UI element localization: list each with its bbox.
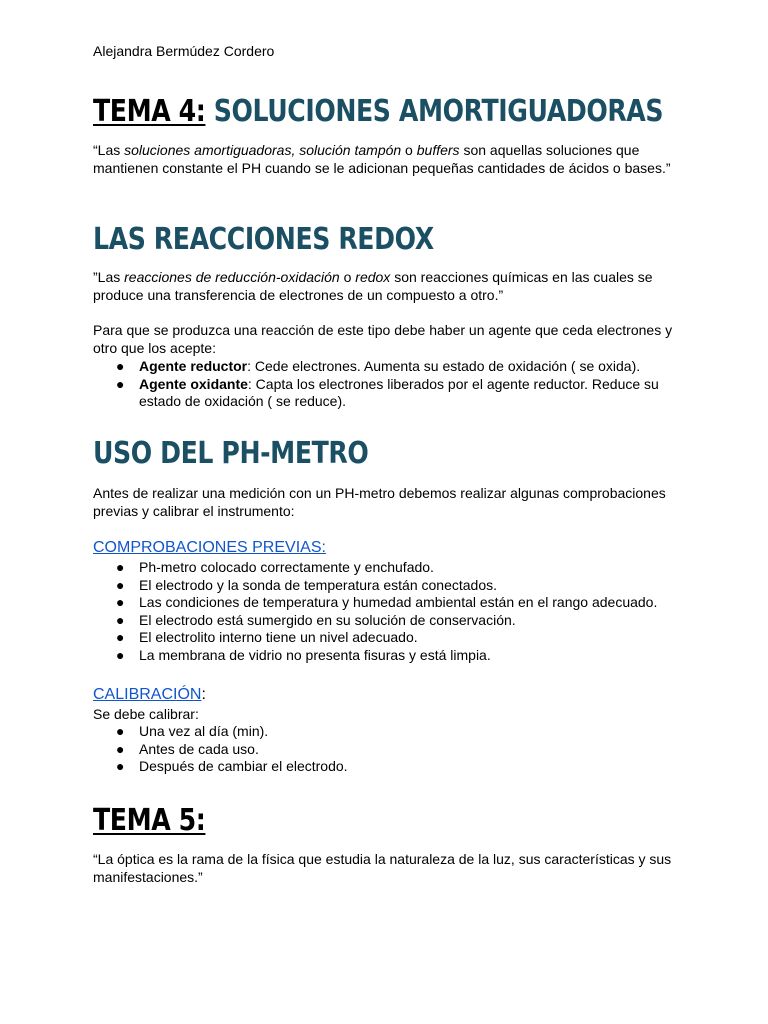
list-item <box>93 358 678 376</box>
bullet-icon: ● <box>116 758 125 774</box>
redox-intro: Para que se produzca una reacción de este tipo debe haber un agente que ceda electrones y otro que los acepte: <box>93 322 673 356</box>
list-item-text: El electrodo está sumergido en su solución de conservación. <box>139 611 516 628</box>
bullet-icon: ● <box>116 375 125 392</box>
tema4-title: SOLUCIONES AMORTIGUADORAS <box>213 94 664 129</box>
text-run: o <box>401 142 417 158</box>
checks-list <box>93 559 678 664</box>
list-item <box>93 723 678 741</box>
tema5-definition: “La óptica es la rama de la física que estudia la naturaleza de la luz, sus características y sus manifestaciones.” <box>93 851 672 885</box>
calib-list <box>93 723 678 776</box>
bullet-icon: ● <box>116 723 125 739</box>
calib-title: CALIBRACIÓN <box>93 686 202 703</box>
text-run: son reacciones químicas en las cuales se produce una transferencia de electrones de un compuesto a otro.” <box>93 269 653 303</box>
bullet-icon: ● <box>116 559 125 575</box>
tema4-definition <box>93 142 678 177</box>
agent-description: : Capta los electrones liberados por el agente reductor. Reduce su estado de oxidación ( se reduce). <box>139 375 659 409</box>
list-item <box>93 577 678 595</box>
list-item-text: Ph-metro colocado correctamente y enchufado. <box>139 559 434 575</box>
agent-term: Agente oxidante <box>139 375 248 392</box>
list-item <box>93 376 678 411</box>
phmetro-intro: Antes de realizar una medición con un PH-metro debemos realizar algunas comprobaciones previas y calibrar el instrumento: <box>93 485 666 519</box>
checks-subheading <box>93 538 326 557</box>
checks-title: COMPROBACIONES PREVIAS: <box>93 539 326 556</box>
italic-term: redox <box>355 269 391 285</box>
list-item-text: Antes de cada uso. <box>139 740 259 757</box>
tema4-label: TEMA 4: <box>93 94 206 129</box>
list-item-text: La membrana de vidrio no presenta fisuras y está limpia. <box>139 646 491 663</box>
phmetro-heading: USO DEL PH-METRO <box>93 436 369 471</box>
redox-heading: LAS REACCIONES REDOX <box>93 222 434 257</box>
bullet-icon: ● <box>116 358 125 374</box>
list-item <box>93 647 678 665</box>
redox-definition <box>93 269 678 304</box>
list-item-text: Una vez al día (min). <box>139 723 269 739</box>
calib-subheading <box>93 685 206 704</box>
bullet-icon: ● <box>116 646 125 663</box>
list-item-text: El electrodo y la sonda de temperatura están conectados. <box>139 576 497 593</box>
bullet-icon: ● <box>116 629 125 645</box>
list-item <box>93 758 678 776</box>
agents-list <box>93 358 678 411</box>
list-item <box>93 741 678 759</box>
agent-description: : Cede electrones. Aumenta su estado de oxidación ( se oxida). <box>247 358 641 374</box>
bullet-icon: ● <box>116 576 125 593</box>
italic-term: soluciones amortiguadoras, solución tampón <box>124 142 402 158</box>
tema5-label: TEMA 5: <box>93 803 206 838</box>
list-item-text: El electrolito interno tiene un nivel adecuado. <box>139 629 418 645</box>
list-item <box>93 612 678 630</box>
bullet-icon: ● <box>116 611 125 628</box>
text-run: ”Las <box>93 269 125 285</box>
author-name: Alejandra Bermúdez Cordero <box>93 43 275 59</box>
agent-term: Agente reductor <box>139 358 248 374</box>
bullet-icon: ● <box>116 740 125 757</box>
calib-intro: Se debe calibrar: <box>93 706 199 722</box>
text-run: son aquellas soluciones que mantienen constante el PH cuando se le adicionan pequeñas cantidades de ácidos o bases.” <box>93 142 671 176</box>
list-item-text: Las condiciones de temperatura y humedad ambiental están en el rango adecuado. <box>139 594 658 610</box>
text-run: o <box>339 269 356 285</box>
bullet-icon: ● <box>116 594 125 610</box>
list-item-text: Después de cambiar el electrodo. <box>139 758 348 774</box>
list-item <box>93 594 678 612</box>
tema4-heading <box>93 94 663 130</box>
tema5-heading <box>93 803 205 839</box>
list-item <box>93 629 678 647</box>
calib-colon: : <box>201 686 206 703</box>
italic-term: reacciones de reducción-oxidación <box>124 269 340 285</box>
list-item <box>93 559 678 577</box>
text-run: “Las <box>93 142 125 158</box>
italic-term: buffers <box>416 142 460 158</box>
